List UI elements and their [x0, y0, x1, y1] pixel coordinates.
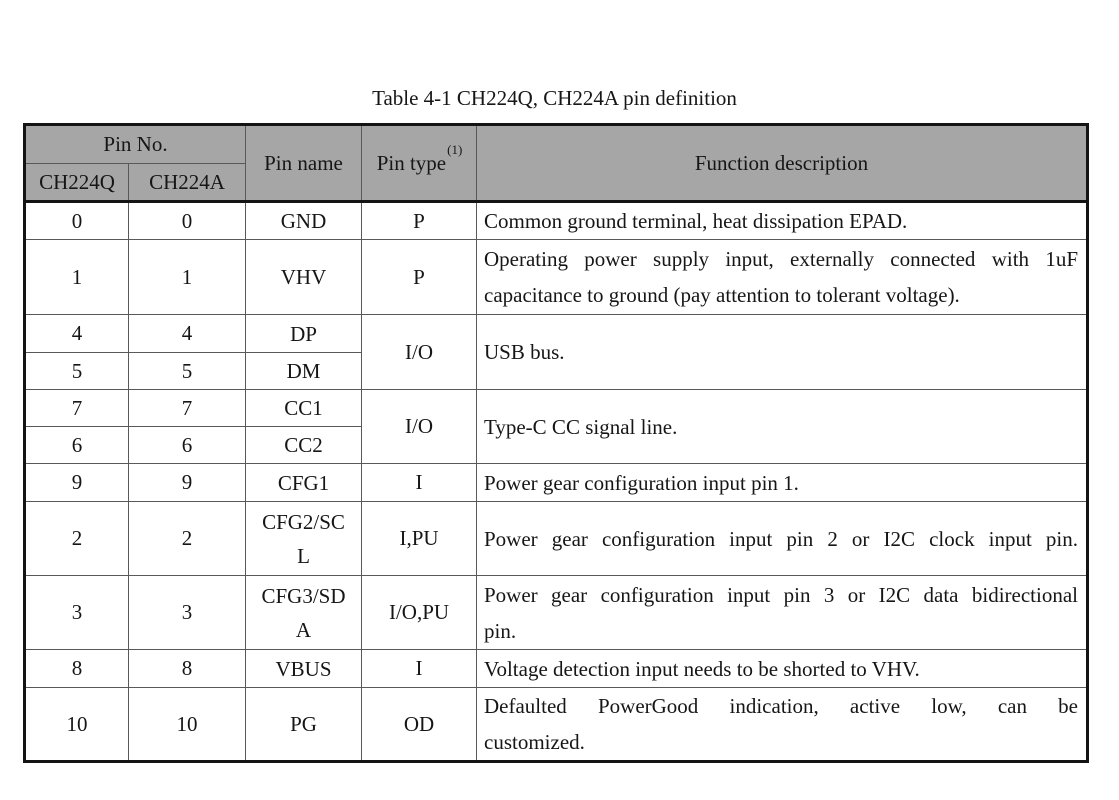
table-body — [25, 202, 1088, 762]
header-ch224a: CH224A — [129, 164, 246, 202]
table-row-vbus — [25, 650, 1088, 688]
description-line: Type-C CC signal line. — [484, 414, 678, 439]
cell-pin-name: CFG2/SCL — [246, 502, 362, 576]
cell-ch224q: 9 — [25, 464, 129, 502]
cell-pin-type: P — [362, 202, 477, 240]
cell-ch224a: 8 — [129, 650, 246, 688]
cell-ch224q: 6 — [25, 427, 129, 464]
description-line: Power gear configuration input pin 1. — [484, 470, 799, 495]
pin-definition-table — [23, 123, 1089, 763]
header-ch224q: CH224Q — [25, 164, 129, 202]
cell-pin-name: VBUS — [246, 650, 362, 688]
cell-description — [477, 202, 1088, 240]
cell-ch224q: 7 — [25, 390, 129, 427]
cell-ch224a: 7 — [129, 390, 246, 427]
header-pin-no: Pin No. — [25, 125, 246, 164]
table-row-vhv — [25, 240, 1088, 315]
description-line: customized. — [484, 730, 585, 754]
table-caption: Table 4-1 CH224Q, CH224A pin definition — [372, 86, 737, 110]
cell-pin-name: GND — [246, 202, 362, 240]
cell-pin-type-merged: I/O — [362, 315, 477, 390]
table-row-cfg2-scl — [25, 502, 1088, 576]
cell-ch224q: 5 — [25, 353, 129, 390]
table-header — [25, 125, 1088, 202]
cell-description-merged — [477, 390, 1088, 464]
document-page — [23, 0, 1086, 763]
table-row-pg — [25, 688, 1088, 762]
cell-ch224q: 1 — [25, 240, 129, 315]
cell-pin-name: DM — [246, 353, 362, 390]
header-row-top — [25, 125, 1088, 164]
cell-ch224a: 5 — [129, 353, 246, 390]
header-pin-name: Pin name — [246, 125, 362, 202]
cell-pin-type: P — [362, 240, 477, 315]
cell-ch224q: 10 — [25, 688, 129, 762]
description-line: Voltage detection input needs to be shorted to VHV. — [484, 656, 920, 681]
cell-ch224a: 2 — [129, 502, 246, 576]
cell-ch224q: 8 — [25, 650, 129, 688]
cell-pin-type: I/O,PU — [362, 576, 477, 650]
table-row-cfg1 — [25, 464, 1088, 502]
description-line: USB bus. — [484, 340, 565, 364]
cell-description — [477, 688, 1088, 762]
cell-pin-name: PG — [246, 688, 362, 762]
cell-ch224a: 3 — [129, 576, 246, 650]
cell-ch224a: 1 — [129, 240, 246, 315]
cell-pin-type: I — [362, 464, 477, 502]
description-line: Power gear configuration input pin 3 or I2C data bidirectional — [484, 582, 1078, 607]
cell-pin-name: DP — [246, 315, 362, 353]
table-row-gnd — [25, 202, 1088, 240]
cell-ch224q: 4 — [25, 315, 129, 353]
cell-ch224q: 3 — [25, 576, 129, 650]
footnote-marker: (1) — [447, 141, 463, 157]
description-line: pin. — [484, 618, 517, 643]
cell-description — [477, 464, 1088, 502]
cell-description — [477, 576, 1088, 650]
cell-pin-type: I — [362, 650, 477, 688]
cell-ch224q: 0 — [25, 202, 129, 240]
header-pin-type — [362, 125, 477, 202]
description-line: Power gear configuration input pin 2 or I2C clock input pin. — [484, 526, 1078, 551]
cell-pin-type-merged: I/O — [362, 390, 477, 464]
table-row-cfg3-sda — [25, 576, 1088, 650]
cell-description-merged — [477, 315, 1088, 390]
cell-ch224a: 0 — [129, 202, 246, 240]
cell-pin-name: CFG3/SDA — [246, 576, 362, 650]
table-row-dp — [25, 315, 1088, 353]
cell-pin-name: VHV — [246, 240, 362, 315]
description-line: Defaulted PowerGood indication, active low, can be — [484, 694, 1078, 718]
header-pin-type-label: Pin type — [376, 150, 447, 175]
cell-description — [477, 240, 1088, 315]
cell-description — [477, 502, 1088, 576]
cell-pin-type: I,PU — [362, 502, 477, 576]
cell-description — [477, 650, 1088, 688]
cell-pin-name: CC1 — [246, 390, 362, 427]
description-line: Operating power supply input, externally connected with 1uF — [484, 247, 1078, 271]
table-row-cc1 — [25, 390, 1088, 427]
header-function-description: Function description — [477, 125, 1088, 202]
cell-pin-name: CFG1 — [246, 464, 362, 502]
description-line: Common ground terminal, heat dissipation EPAD. — [484, 209, 908, 233]
cell-ch224a: 9 — [129, 464, 246, 502]
cell-pin-name: CC2 — [246, 427, 362, 464]
cell-ch224a: 6 — [129, 427, 246, 464]
cell-pin-type: OD — [362, 688, 477, 762]
cell-ch224q: 2 — [25, 502, 129, 576]
cell-ch224a: 10 — [129, 688, 246, 762]
description-line: capacitance to ground (pay attention to tolerant voltage). — [484, 283, 960, 307]
cell-ch224a: 4 — [129, 315, 246, 353]
